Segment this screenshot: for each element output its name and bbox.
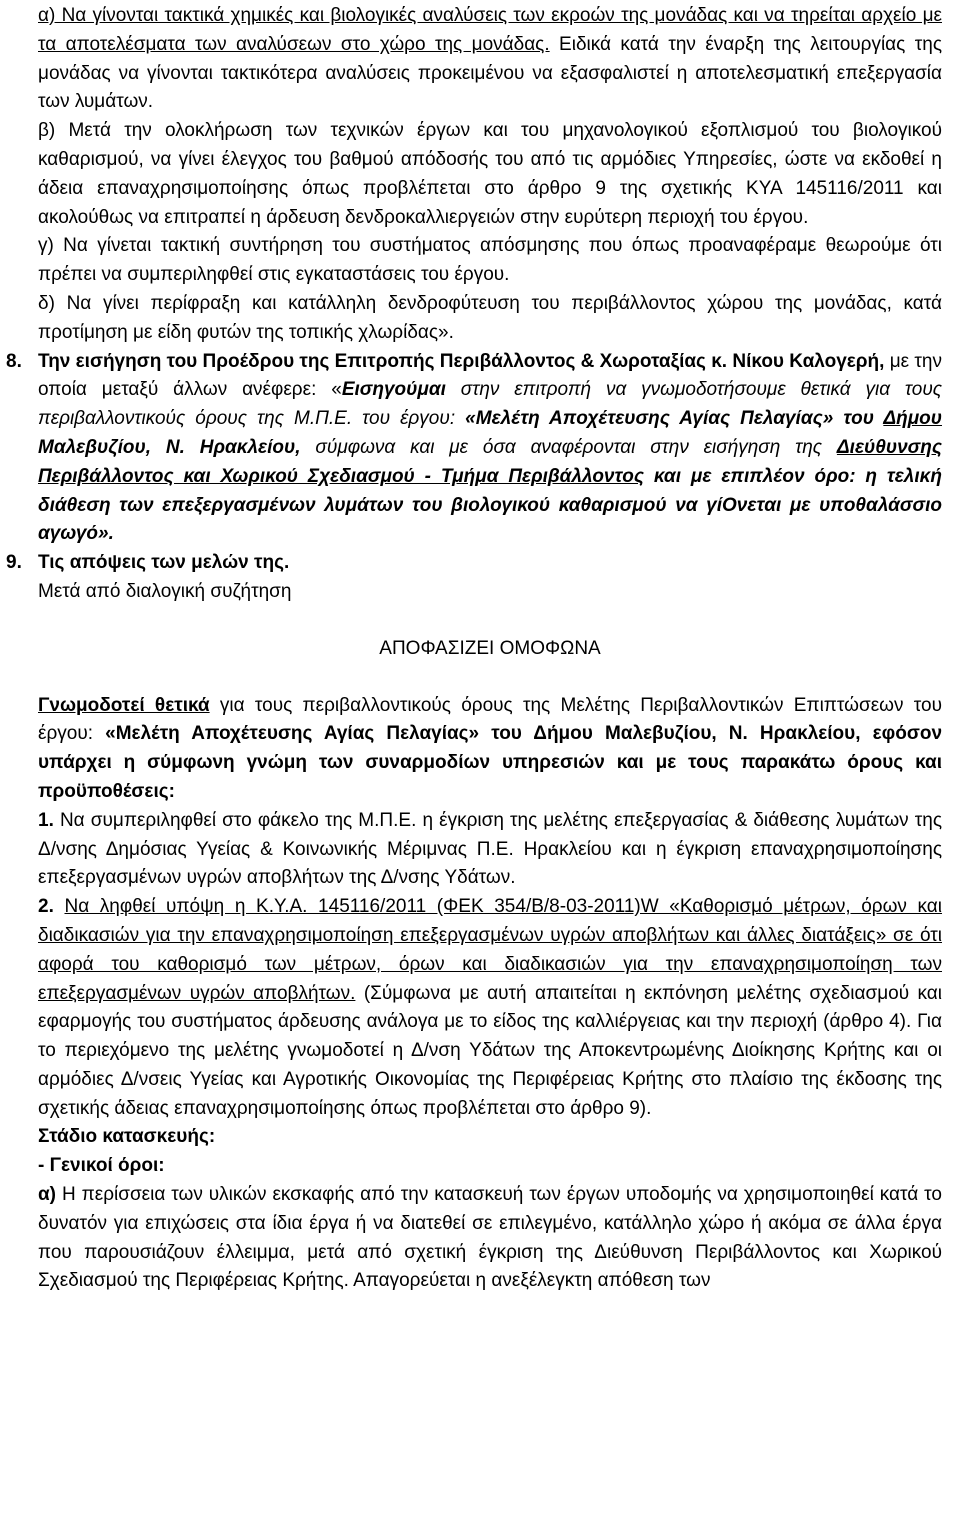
paragraph-alpha-rest: Ειδικά κατά την έναρξη της λειτουργίας της μονάδας να γίνονται τακτικότερα αναλύσεις προκειμένου να εξασφαλιστεί η αποτελεσματική επεξεργασία των λυμάτων.	[38, 33, 942, 113]
vertical-space	[38, 664, 942, 692]
decision-lead-bold: «Μελέτη Αποχέτευσης Αγίας Πελαγίας» του Δήμου Μαλεβυζίου, Ν. Ηρακλείου, εφόσον υπάρχει η σύμφωνη γνώμη των συναρμοδίων υπηρεσιών και με τους παρακάτω όρους και προϋποθέσεις:	[38, 723, 943, 802]
item-8-heading: Την εισήγηση του Προέδρου της Επιτροπής Περιβάλλοντος & Χωροταξίας κ. Νίκου Καλογερή,	[38, 350, 885, 372]
condition-1	[38, 807, 942, 893]
construction-alpha-text: Η περίσσεια των υλικών εκσκαφής από την κατασκευή των έργων υποδομής να χρησιμοποιηθεί κατά το δυνατόν για επιχώσεις στα ίδια έργα ή να διατεθεί σε επιλεγμένο, κατάλληλο χώρο ή ακόμα σε άλλα έργα που παρουσιάζουν έλλειμμα, μετά από σχετική έγκριση της Διεύθυνση Περιβάλλοντος και Χωρικού Σχεδιασμού της Περιφέρειας Κρήτης. Απαγορεύεται η ανεξέλεγκτη απόθεση των	[38, 1184, 942, 1292]
construction-alpha	[38, 1181, 942, 1296]
item-9-number: 9.	[6, 552, 22, 574]
paragraph-delta: δ) Να γίνει περίφραξη και κατάλληλη δενδροφύτευση του περιβάλλοντος χώρου της μονάδας, κατά προτίμηση με είδη φυτών της τοπικής χλωρίδας».	[38, 292, 942, 343]
paragraph-alpha-underlined: α) Να γίνονται τακτικά χημικές και βιολογικές αναλύσεις των εκροών της μονάδας και να τηρείται αρχείο με τα αποτελέσματα των αναλύσεων στο χώρο της μονάδας.	[38, 5, 942, 55]
condition-2	[38, 893, 942, 1123]
item-9-heading: Τις απόψεις των μελών της.	[38, 552, 290, 574]
decision-title: ΑΠΟΦΑΣΙΖΕΙ ΟΜΟΦΩΝΑ	[379, 637, 601, 659]
construction-heading: Στάδιο κατασκευής:	[38, 1126, 216, 1148]
item-8-project-municipality: Δήμου	[883, 408, 942, 430]
item-8-quote-part2: σύμφωνα και με όσα αναφέρονται στην εισήγηση της	[300, 436, 837, 458]
item-9-after: Μετά από διαλογική συζήτηση	[38, 580, 292, 602]
paragraph-gamma: γ) Να γίνεται τακτική συντήρηση του συστήματος απόσμησης που όπως προαναφέραμε θεωρούμε ότι πρέπει να συμπεριληφθεί στις εγκαταστάσεις του έργου.	[38, 235, 942, 286]
paragraph-beta: β) Μετά την ολοκλήρωση των τεχνικών έργων και του μηχανολογικού εξοπλισμού του βιολογικού καθαρισμού, να γίνει έλεγχος του βαθμού απόδοσής του από τις αρμόδιες Υπηρεσίες, ώστε να εκδοθεί η άδεια επαναχρησιμοποίησης όπως προβλέπεται στο άρθρο 9 της σχετικής ΚΥΑ 145116/2011 και ακολούθως να επιτραπεί η άρδευση δενδροκαλλιεργειών στην ευρύτερη περιοχή του έργου.	[38, 120, 942, 228]
item-8-intro: με την οποία μεταξύ άλλων ανέφερε: «	[38, 350, 942, 401]
item-8	[6, 348, 943, 550]
condition-2-number: 2.	[38, 896, 54, 918]
vertical-space	[38, 607, 942, 635]
item-8-number: 8.	[6, 350, 22, 372]
condition-1-text: Να συμπεριληφθεί στο φάκελο της Μ.Π.Ε. η έγκριση της μελέτης επεξεργασίας & διάθεσης λυμάτων της Δ/νσης Δημόσιας Υγείας & Κοινωνικής Μέριμνας Π.Ε. Ηρακλείου και η έγκριση επαναχρησιμοποίησης επεξεργασμένων υγρών αποβλήτων της Δ/νσης Υδάτων.	[38, 809, 942, 889]
item-8-quote-lead: Εισηγούμαι	[341, 379, 446, 401]
decision-lead-underlined: Γνωμοδοτεί θετικά	[38, 694, 210, 716]
condition-2-rest: (Σύμφωνα με αυτή απαιτείται η εκπόνηση μελέτης σχεδιασμού και εφαρμογής του συστήματος άρδευσης ανάλογα με το είδος της καλλιέργειας και την περιοχή (άρθρο 4). Για το περιεχόμενο της μελέτης γνωμοδοτεί η Δ/νση Υδάτων της Αποκεντρωμένης Διοίκησης Κρήτης και οι αρμόδιες Δ/νσεις Υγείας και Αγροτικής Οικονομίας της Περιφέρειας Κρήτης στο πλαίσιο της έκδοσης της σχετικής άδειας επαναχρησιμοποίησης όπως προβλέπεται στο άρθρο 9).	[38, 982, 942, 1119]
item-8-directorate: Διεύθυνσης Περιβάλλοντος και Χωρικού Σχεδιασμού - Τμήμα Περιβάλλοντος	[38, 436, 942, 487]
construction-subheading: - Γενικοί όροι:	[38, 1155, 165, 1177]
item-8-project-title: «Μελέτη Αποχέτευσης Αγίας Πελαγίας» του	[465, 408, 884, 430]
paragraph-alpha	[38, 2, 942, 117]
decision-lead-text: για τους περιβαλλοντικούς όρους της Μελέτης Περιβαλλοντικών Επιπτώσεων του έργου:	[38, 694, 942, 745]
condition-2-underlined: Να ληφθεί υπόψη η Κ.Υ.Α. 145116/2011 (ΦΕΚ 354/Β/8-03-2011)W «Καθορισμό μέτρων, όρων και διαδικασιών για την επαναχρησιμοποίηση επεξεργασμένων υγρών αποβλήτων και άλλες διατάξεις» σε ότι αφορά του καθορισμό των μέτρων, όρων και διαδικασιών για την επαναχρησιμοποίηση των επεξεργασμένων υγρών αποβλήτων.	[38, 896, 943, 1004]
item-9	[6, 549, 942, 578]
construction-alpha-label: α)	[38, 1184, 57, 1206]
condition-1-number: 1.	[38, 809, 54, 831]
item-8-quote-part1: στην επιτροπή να γνωμοδοτήσουμε θετικά για τους περιβαλλοντικούς όρους της Μ.Π.Ε. του έργου:	[38, 379, 943, 430]
item-8-project-title-end: Μαλεβυζίου, Ν. Ηρακλείου,	[38, 436, 301, 458]
decision-lead	[38, 692, 942, 807]
item-8-quote-end: και με επιπλέον όρο: η τελική διάθεση των επεξεργασμένων λυμάτων του βιολογικού καθαρισμού να γίΟνεται με υποθαλάσσιο αγωγό».	[38, 465, 942, 545]
